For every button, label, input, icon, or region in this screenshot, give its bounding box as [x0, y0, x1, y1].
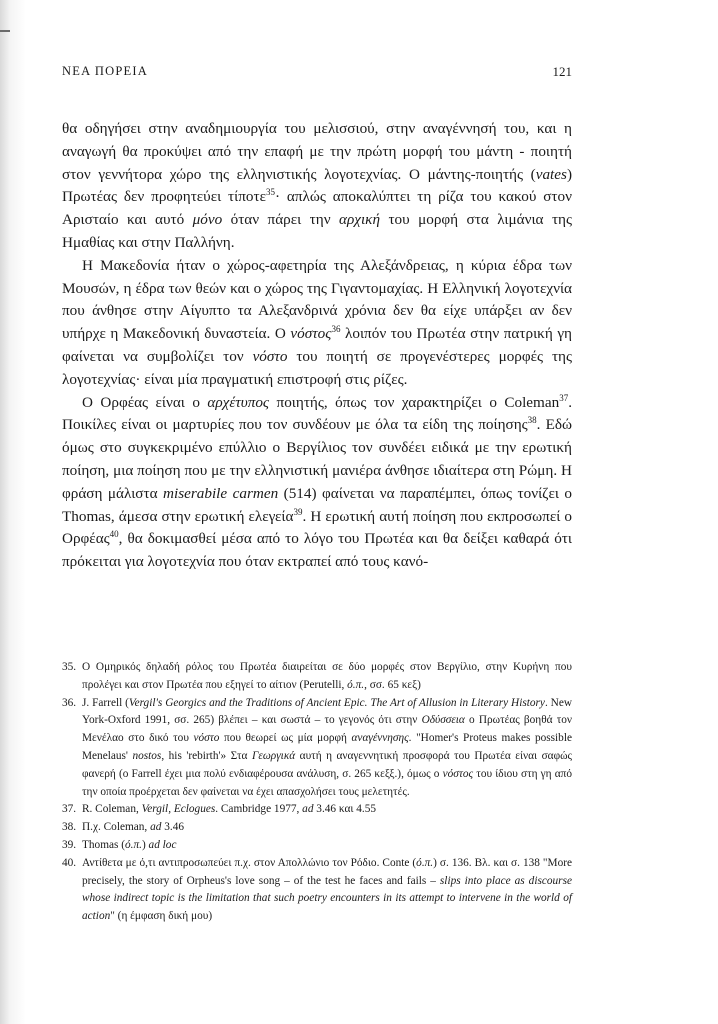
emphasis: μόνο: [192, 211, 223, 229]
footnote-number: 36.: [62, 696, 77, 709]
footnote-ref[interactable]: 36: [331, 324, 341, 335]
footnote-number: 40.: [62, 856, 77, 869]
footnote-ref[interactable]: 37: [559, 392, 569, 403]
footnote-ref[interactable]: 39: [293, 506, 303, 517]
footnote-36: [62, 695, 572, 802]
emphasis: αρχέτυπος: [207, 393, 270, 411]
paragraph: θα οδηγήσει στην αναδημιουργία του μελισσιού, στην αναγέννησή του, και η αναγωγή θα προκύψει από την επαφή με την πρώτη μορφή του μάντη - ποιητή στον γεννήτορα χώρο της ελληνιστικής λογοτεχνίας. Ο μάντης-ποιητής (vates) Πρωτέας δεν προφητεύει τίποτε$^{35}$· απλώς αποκαλύπτει τη ρίζα του κακού στον Αρισταίο και αυτό μόνο όταν πάρει την αρχική του μορφή στα λιμάνια της Ημαθίας και στην Παλλήνη.: [62, 120, 573, 251]
footnote-39: [62, 837, 572, 855]
main-text: [62, 118, 572, 574]
latin-quote: miserabile carmen: [163, 484, 279, 502]
page-spine-mark: [0, 30, 10, 42]
footnote-ref[interactable]: 38: [527, 415, 537, 426]
footnote-ref[interactable]: 40: [109, 529, 119, 540]
latin-term: vates: [535, 165, 567, 183]
footnote-number: 35.: [62, 661, 77, 673]
footnote-ref[interactable]: 35: [265, 187, 275, 198]
footnote-40: [62, 855, 572, 926]
emphasis: αρχική: [339, 211, 381, 229]
footnote-text: Π.χ. Coleman, ad 3.46: [82, 821, 184, 834]
footnote-37: [62, 801, 572, 819]
footnote-text: J. Farrell (Vergil's Georgics and the Traditions of Ancient Epic. The Art of Allusion in Literary History. New York-Oxford 1991, σσ. 265) βλέπει – και σωστά – το γεγονός ότι στην Οδύσσεια ο Πρωτέας βοηθά τον Μενέλαο στο δικό του νόστο που θεωρεί ως μία μορφή αναγέννησης. "Homer's Proteus makes possible Menelaus' nostos, his 'rebirth'» Στα Γεωργικά αυτή η αναγεννητική προσφορά του Πρωτέα είναι σαφώς φανερή (ο Farrell έχει μια πολύ ενδιαφέρουσα ανάλυση, σ. 265 κεξξ.), όμως ο νόστος του ίδιου στη γη από την οποία προέρχεται δεν φαίνεται να έχει απασχολήσει τους μελετητές.: [82, 696, 573, 798]
running-title: ΝΕΑ ΠΟΡΕΙΑ: [62, 64, 148, 78]
footnote-35: [62, 659, 572, 695]
emphasis: νόστος: [290, 325, 332, 343]
footnote-text: Ο Ομηρικός δηλαδή ρόλος του Πρωτέα διαιρείται σε δύο μορφές στον Βεργίλιο, στην Κυρήνη που προλέγει και στον Πρωτέα που εξηγεί το αίτιον (Perutelli, ό.π., σσ. 65 κεξ): [82, 661, 572, 691]
footnote-number: 38.: [62, 821, 77, 834]
footnote-text: R. Coleman, Vergil, Eclogues. Cambridge 1977, ad 3.46 και 4.55: [82, 803, 377, 816]
footnotes: [62, 659, 572, 926]
paragraph: Η Μακεδονία ήταν ο χώρος-αφετηρία της Αλεξάνδρειας, η κύρια έδρα των Μουσών, η έδρα των θεών και ο χώρος της Γιγαντομαχίας. Η Ελληνική λογοτεχνία που άνθησε στην Αίγυπτο τα Αλεξανδρινά χρόνια δεν θα είχε υπάρξει αν δεν υπήρχε η Μακεδονική δυναστεία. Ο νόστος$^{36}$ λοιπόν του Πρωτέα στην πατρική γη φαίνεται να συμβολίζει τον νόστο του ποιητή σε προγενέστερες μορφές της λογοτεχνίας· είναι μία πραγματική επιστροφή στις ρίζες.: [62, 256, 573, 388]
footnote-38: [62, 819, 572, 837]
footnote-number: 37.: [62, 803, 77, 816]
paragraph: Ο Ορφέας είναι ο αρχέτυπος ποιητής, όπως τον χαρακτηρίζει ο Coleman$^{37}$. Ποικίλες είναι οι μαρτυρίες που τον συνδέουν με όλα τα είδη της ποίησης$^{38}$. Εδώ όμως στο συγκεκριμένο επύλλιο ο Βεργίλιος τον συνδέει ειδικά με την ερωτική ποίηση, μια ποίηση που με την ελληνιστική μανιέρα άνθησε ιδιαίτερα στη Ρώμη. Η φράση μάλιστα miserabile carmen (514) φαίνεται να παραπέμπει, όπως τονίζει ο Thomas, άμεσα στην ερωτική ελεγεία$^{39}$. Η ερωτική αυτή ποίηση που εκπροσωπεί ο Ορφέας$^{40}$, θα δοκιμασθεί μέσα από το λόγο του Πρωτέα και θα δείξει καθαρά ότι πρόκειται για λογοτεχνία που όταν εκτραπεί από τους κανό-: [62, 392, 573, 571]
footnote-text: Αντίθετα με ό,τι αντιπροσωπεύει π.χ. στον Απολλώνιο τον Ρόδιο. Conte (ό.π.) σ. 136. Βλ. και σ. 138 "More precisely, the story of Orpheus's love song – of the test he faces and fails – slips into place as discourse whose indirect topic is the limitation that such poetry encounters in its attempt to intervene in the world of action" (η έμφαση δική μου): [82, 856, 572, 923]
footnote-text: Thomas (ό.π.) ad loc: [82, 838, 177, 851]
emphasis: νόστο: [252, 347, 288, 365]
footnote-number: 39.: [62, 838, 77, 851]
page-number: 121: [552, 64, 572, 79]
